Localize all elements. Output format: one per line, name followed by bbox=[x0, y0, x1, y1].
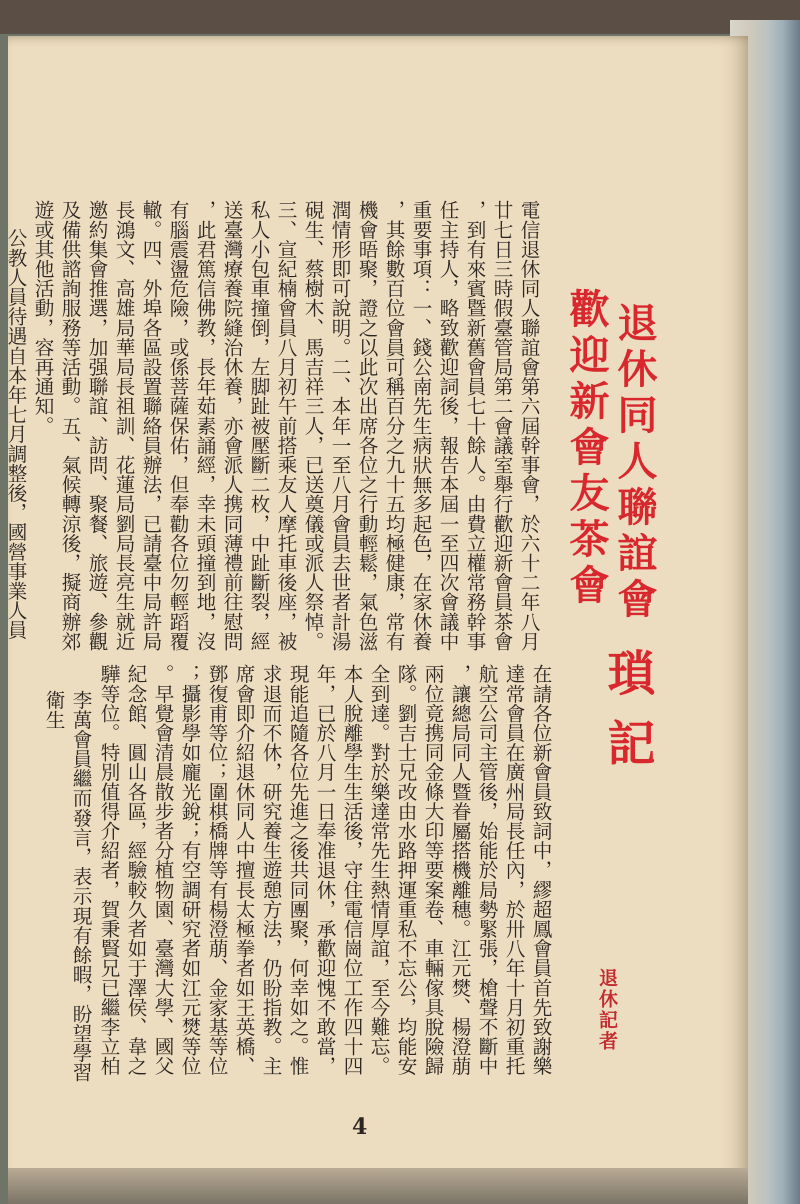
body-text-upper-1: 電信退休同人聯誼會第六屆幹事會，於六十二年八月廿七日三時假臺管局第二會議室舉行歡迎新會員茶會，到有來賓暨新舊會員七十餘人。由費立權常務幹事任主持人，略致歡迎詞後，報告本屆一至四次會議中重要事項：一、錢公南先生病狀無多起色，在家休養，其餘數百位會員可稱百分之九十五均極健康，常有機會晤聚，證之以此次出席各位之行動輕鬆，氣色滋潤情形即可說明。二、本年一至八月會員去世者計湯硯生、蔡樹木、馬吉祥三人，已送奠儀或派人祭悼。三、宣紀楠會員八月初午前搭乘友人摩托車後座，被私人小包車撞倒，左脚趾被壓斷二枚，中趾斷裂，經送臺灣療養院縫治休養，亦會派人携同薄禮前往慰問，此君篤信佛教，長年茹素誦經，幸未頭撞到地，沒有腦震盪危險，或係菩薩保佑，但奉勸各位勿輕蹈覆轍。四、外埠各區設置聯絡員辦法，已請臺中局許局長鴻文、高雄局華局長祖訓、花蓮局劉局長亮生就近邀約集會推選，加强聯誼、訪問、聚餐、旅遊、參觀及備供諮詢服務等活動。五、氣候轉涼後，擬商辦郊遊或其他活動，容再通知。 bbox=[31, 200, 540, 651]
body-text-lower-2: 李萬會員繼而發言，表示現有餘暇，盼望學習衛生 bbox=[42, 690, 92, 1082]
page-number: 4 bbox=[352, 1114, 368, 1140]
title-line-1: 退休同人聯誼會 bbox=[611, 302, 657, 624]
body-text-lower-1: 在請各位新會員致詞中，繆超鳳會員首先致謝樂達常會員在廣州局長任內，於卅八年十月初重托航空公司主管後，始能於局勢緊張，槍聲不斷中，讓總局同人暨眷屬搭機離穗。江元燓、楊澄萠兩位竟携同金條大印等要案卷、車輛傢具脫險歸隊。劉吉士兄改由水路押運重私不忘公，均能安全到達。對於樂達常先生熱情厚誼，至今難忘。本人脫離學生生活後，守住電信崗位工作四十四年，已於八月一日奉准退休，承歡迎愧不敢當，現能追隨各位先進之後共同團聚，何幸如之。惟求退而不休，研究養生遊憩方法，仍盼指教。主席會即介紹退休同人中擅長太極拳者如王英橋、鄧復甫等位；圍棋橋牌等有楊澄萠、金家基等位；攝影學如龐光銳；有空調研究者如江元燓等位。早覺會清晨散步者分植物園、臺灣大學、國父紀念館、圓山各區，經驗較久者如于澤侯、韋之驊等位。特別值得介紹者，賀秉賢兄已繼李立柏 bbox=[97, 664, 552, 1076]
title-line-3: 瑣記 bbox=[599, 648, 655, 788]
byline: 退休記者 bbox=[596, 968, 618, 1052]
body-text-upper-2: 公教人員待遇自本年七月調整後，國營事業人員 bbox=[4, 228, 27, 640]
desk-background bbox=[0, 0, 800, 34]
page-bottom-shadow bbox=[8, 1168, 748, 1204]
title-line-2: 歡迎新會友茶會 bbox=[563, 288, 609, 610]
